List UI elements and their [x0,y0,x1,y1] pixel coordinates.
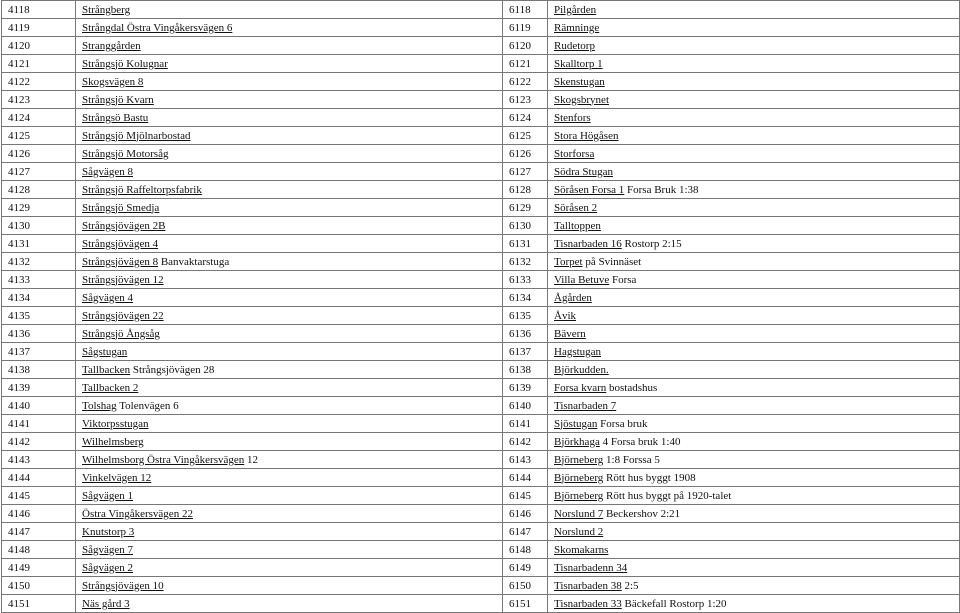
entry-number-right: 6131 [503,235,548,253]
place-link[interactable]: Strångsjö Kvarn [82,93,154,106]
place-name-right [548,307,960,325]
place-link[interactable]: Sågvägen 2 [82,561,134,574]
place-name-left [76,127,503,145]
place-detail: 2:5 [621,579,639,592]
place-link[interactable]: Strångsjövägen 4 [82,237,159,250]
place-link[interactable]: Knutstorp 3 [82,525,135,538]
entry-number-left: 4138 [2,361,76,379]
place-name-left [76,145,503,163]
table-row [2,109,960,127]
place-name-right [548,217,960,235]
entry-number-right: 6129 [503,199,548,217]
place-name-left [76,307,503,325]
entry-number-left: 4144 [2,469,76,487]
entry-number-left: 4125 [2,127,76,145]
place-name-left [76,433,503,451]
place-name-right [548,487,960,505]
place-link[interactable]: Östra Vingåkersvägen 22 [82,507,193,520]
table-body [2,1,960,613]
place-name-right [548,109,960,127]
place-name-left [76,541,503,559]
place-name-left [76,325,503,343]
table-row [2,451,960,469]
place-link[interactable]: Strångsjö Ångsåg [82,327,160,340]
place-link[interactable]: Tisnarbaden 38 [554,579,622,592]
place-link[interactable]: Torpet [554,255,583,268]
entry-number-left: 4130 [2,217,76,235]
place-name-left [76,379,503,397]
place-link[interactable]: Strångdal Östra Vingåkersvägen 6 [82,21,233,34]
place-name-left [76,451,503,469]
place-name-left [76,253,503,271]
place-link[interactable]: Björneberg [554,489,604,502]
place-name-left [76,181,503,199]
entry-number-left: 4118 [2,1,76,19]
table-row [2,541,960,559]
entry-number-left: 4123 [2,91,76,109]
entry-number-right: 6127 [503,163,548,181]
place-name-left [76,343,503,361]
table-row [2,181,960,199]
entry-number-left: 4151 [2,595,76,613]
place-name-right [548,91,960,109]
place-link[interactable]: Vinkelvägen 12 [82,471,152,484]
place-name-left [76,577,503,595]
place-link[interactable]: Tallbacken [82,363,131,376]
table-row [2,199,960,217]
place-name-right [548,181,960,199]
place-name-right [548,541,960,559]
entry-number-left: 4128 [2,181,76,199]
entry-number-right: 6125 [503,127,548,145]
table-row [2,361,960,379]
entry-number-left: 4139 [2,379,76,397]
entry-number-right: 6138 [503,361,548,379]
place-link[interactable]: Björneberg [554,471,604,484]
entry-number-right: 6148 [503,541,548,559]
place-detail: Beckershov 2:21 [603,507,681,520]
place-name-left [76,1,503,19]
place-name-right [548,55,960,73]
place-name-right [548,433,960,451]
table-row [2,19,960,37]
place-link[interactable]: Forsa kvarn [554,381,607,394]
place-name-left [76,271,503,289]
place-name-left [76,361,503,379]
table-row [2,415,960,433]
place-name-right [548,271,960,289]
place-detail: Bäckefall Rostorp 1:20 [621,597,727,610]
place-link[interactable]: Hagstugan [554,345,602,358]
place-link[interactable]: Björneberg [554,453,604,466]
table-row [2,55,960,73]
place-link[interactable]: Skenstugan [554,75,605,88]
entry-number-left: 4124 [2,109,76,127]
place-detail: Rostorp 2:15 [621,237,682,250]
table-row [2,253,960,271]
place-name-right [548,469,960,487]
table-row [2,307,960,325]
entry-number-right: 6150 [503,577,548,595]
place-name-right [548,73,960,91]
place-name-right [548,199,960,217]
place-detail: 1:8 Forssa 5 [603,453,660,466]
place-name-left [76,397,503,415]
place-name-right [548,163,960,181]
place-detail: Banvaktarstuga [158,255,230,268]
place-link[interactable]: Söråsen 2 [554,201,598,214]
entry-number-left: 4119 [2,19,76,37]
place-link[interactable]: Strångsjövägen 8 [82,255,159,268]
place-link[interactable]: Tisnarbaden 7 [554,399,617,412]
entry-number-right: 6133 [503,271,548,289]
place-detail: Forsa Bruk 1:38 [624,183,699,196]
place-name-right [548,595,960,613]
place-name-left [76,559,503,577]
place-link[interactable]: Björkhaga [554,435,600,448]
table-row [2,1,960,19]
table-row [2,163,960,181]
place-link[interactable]: Strångsjö Kolugnar [82,57,168,70]
place-name-left [76,199,503,217]
place-link[interactable]: Björkudden. [554,363,609,376]
entry-number-left: 4147 [2,523,76,541]
entry-number-right: 6121 [503,55,548,73]
place-name-left [76,415,503,433]
place-name-left [76,163,503,181]
place-detail: på Svinnäset [582,255,642,268]
entry-number-right: 6142 [503,433,548,451]
entry-number-right: 6128 [503,181,548,199]
place-detail: 4 Forsa bruk 1:40 [599,435,681,448]
place-link[interactable]: Söråsen Forsa 1 [554,183,625,196]
table-row [2,469,960,487]
table-row [2,145,960,163]
place-link[interactable]: Skomakarns [554,543,609,556]
place-link[interactable]: Storforsa [554,147,595,160]
place-name-left [76,235,503,253]
place-name-table [1,0,960,613]
entry-number-right: 6132 [503,253,548,271]
place-link[interactable]: Strångsjö Smedja [82,201,160,214]
place-link[interactable]: Wilhelmsberg [82,435,144,448]
place-name-right [548,505,960,523]
place-name-right [548,325,960,343]
place-link[interactable]: Villa Betuve [554,273,610,286]
table-row [2,73,960,91]
place-link[interactable]: Strångsjövägen 12 [82,273,164,286]
place-link[interactable]: Skalltorp 1 [554,57,603,70]
entry-number-left: 4122 [2,73,76,91]
place-name-left [76,469,503,487]
place-name-right [548,235,960,253]
entry-number-right: 6122 [503,73,548,91]
entry-number-left: 4146 [2,505,76,523]
place-name-left [76,19,503,37]
place-link[interactable]: Norslund 7 [554,507,604,520]
table-row [2,433,960,451]
table-row [2,559,960,577]
entry-number-left: 4150 [2,577,76,595]
place-link[interactable]: Talltoppen [554,219,601,232]
table-row [2,271,960,289]
place-name-left [76,523,503,541]
place-link[interactable]: Sjöstugan [554,417,598,430]
place-link[interactable]: Stranggården [82,39,141,52]
place-link[interactable]: Bävern [554,327,586,340]
table-row [2,505,960,523]
place-detail: 12 [244,453,258,466]
entry-number-left: 4131 [2,235,76,253]
entry-number-left: 4121 [2,55,76,73]
table-row [2,235,960,253]
entry-number-left: 4135 [2,307,76,325]
table-row [2,127,960,145]
table-row [2,523,960,541]
entry-number-right: 6135 [503,307,548,325]
table-row [2,91,960,109]
entry-number-right: 6149 [503,559,548,577]
place-link[interactable]: Strångsjö Motorsåg [82,147,169,160]
place-name-right [548,127,960,145]
place-name-right [548,559,960,577]
place-name-right [548,289,960,307]
place-link[interactable]: Viktorpsstugan [82,417,149,430]
place-detail: Rött hus byggt på 1920-talet [603,489,732,502]
table-row [2,289,960,307]
entry-number-right: 6141 [503,415,548,433]
table-row [2,325,960,343]
entry-number-right: 6146 [503,505,548,523]
entry-number-right: 6120 [503,37,548,55]
entry-number-left: 4140 [2,397,76,415]
place-detail: Forsa bruk [597,417,648,430]
table-row [2,577,960,595]
entry-number-left: 4120 [2,37,76,55]
entry-number-right: 6139 [503,379,548,397]
place-link[interactable]: Skogsvägen 8 [82,75,144,88]
place-detail: Strångsjövägen 28 [130,363,215,376]
place-name-left [76,55,503,73]
place-name-left [76,217,503,235]
place-name-right [548,19,960,37]
place-name-left [76,595,503,613]
table-row [2,487,960,505]
place-link[interactable]: Södra Stugan [554,165,613,178]
place-name-right [548,415,960,433]
place-link[interactable]: Tolshag [82,399,117,412]
entry-number-right: 6136 [503,325,548,343]
entry-number-left: 4137 [2,343,76,361]
entry-number-left: 4148 [2,541,76,559]
place-name-right [548,577,960,595]
place-name-right [548,37,960,55]
place-link[interactable]: Pilgården [554,3,597,16]
place-name-right [548,523,960,541]
place-link[interactable]: Strångsjövägen 10 [82,579,164,592]
place-link[interactable]: Sågvägen 4 [82,291,134,304]
entry-number-left: 4134 [2,289,76,307]
place-name-right [548,253,960,271]
place-link[interactable]: Tisnarbaden 33 [554,597,622,610]
place-name-right [548,343,960,361]
place-link[interactable]: Tisnarbadenn 34 [554,561,628,574]
entry-number-left: 4149 [2,559,76,577]
entry-number-right: 6145 [503,487,548,505]
place-name-right [548,397,960,415]
place-link[interactable]: Sågstugan [82,345,128,358]
entry-number-right: 6144 [503,469,548,487]
entry-number-left: 4136 [2,325,76,343]
place-link[interactable]: Strångsjövägen 22 [82,309,164,322]
place-link[interactable]: Wilhelmsborg Östra Vingåkersvägen [82,453,245,466]
place-link[interactable]: Stenfors [554,111,591,124]
table-row [2,217,960,235]
entry-number-right: 6119 [503,19,548,37]
place-name-left [76,487,503,505]
place-link[interactable]: Strångsjö Mjölnarbostad [82,129,191,142]
entry-number-right: 6118 [503,1,548,19]
place-name-left [76,37,503,55]
entry-number-right: 6140 [503,397,548,415]
place-link[interactable]: Strångsö Bastu [82,111,149,124]
place-link[interactable]: Stora Högåsen [554,129,619,142]
table-row [2,37,960,55]
place-link[interactable]: Sågvägen 7 [82,543,134,556]
entry-number-right: 6151 [503,595,548,613]
place-link[interactable]: Skogsbrynet [554,93,609,106]
place-detail: Forsa [609,273,637,286]
place-name-right [548,1,960,19]
entry-number-right: 6130 [503,217,548,235]
place-detail: bostadshus [606,381,658,394]
entry-number-right: 6147 [503,523,548,541]
place-name-right [548,361,960,379]
entry-number-left: 4142 [2,433,76,451]
place-name-left [76,109,503,127]
entry-number-right: 6124 [503,109,548,127]
place-detail: Tolenvägen 6 [116,399,179,412]
entry-number-right: 6123 [503,91,548,109]
place-link[interactable]: Strångsjö Raffeltorpsfabrik [82,183,202,196]
place-name-right [548,379,960,397]
entry-number-left: 4141 [2,415,76,433]
table-row [2,397,960,415]
entry-number-right: 6143 [503,451,548,469]
entry-number-left: 4145 [2,487,76,505]
place-name-right [548,451,960,469]
place-link[interactable]: Strångberg [82,3,131,16]
place-link[interactable]: Tisnarbaden 16 [554,237,622,250]
place-name-left [76,289,503,307]
table-row [2,343,960,361]
entry-number-left: 4129 [2,199,76,217]
entry-number-right: 6134 [503,289,548,307]
place-link[interactable]: Sågvägen 1 [82,489,134,502]
place-name-right [548,145,960,163]
place-link[interactable]: Ågården [554,291,592,304]
place-detail: Rött hus byggt 1908 [603,471,696,484]
entry-number-left: 4133 [2,271,76,289]
place-link[interactable]: Näs gård 3 [82,597,130,610]
place-link[interactable]: Tallbacken 2 [82,381,139,394]
table-row [2,379,960,397]
entry-number-left: 4132 [2,253,76,271]
entry-number-left: 4127 [2,163,76,181]
entry-number-left: 4143 [2,451,76,469]
place-link[interactable]: Åvik [554,309,576,322]
place-name-left [76,91,503,109]
place-link[interactable]: Norslund 2 [554,525,604,538]
place-link[interactable]: Rudetorp [554,39,595,52]
entry-number-left: 4126 [2,145,76,163]
entry-number-right: 6137 [503,343,548,361]
entry-number-right: 6126 [503,145,548,163]
place-link[interactable]: Rämninge [554,21,600,34]
table-row [2,595,960,613]
place-link[interactable]: Sågvägen 8 [82,165,134,178]
place-name-left [76,73,503,91]
place-link[interactable]: Strångsjövägen 2B [82,219,166,232]
place-name-left [76,505,503,523]
